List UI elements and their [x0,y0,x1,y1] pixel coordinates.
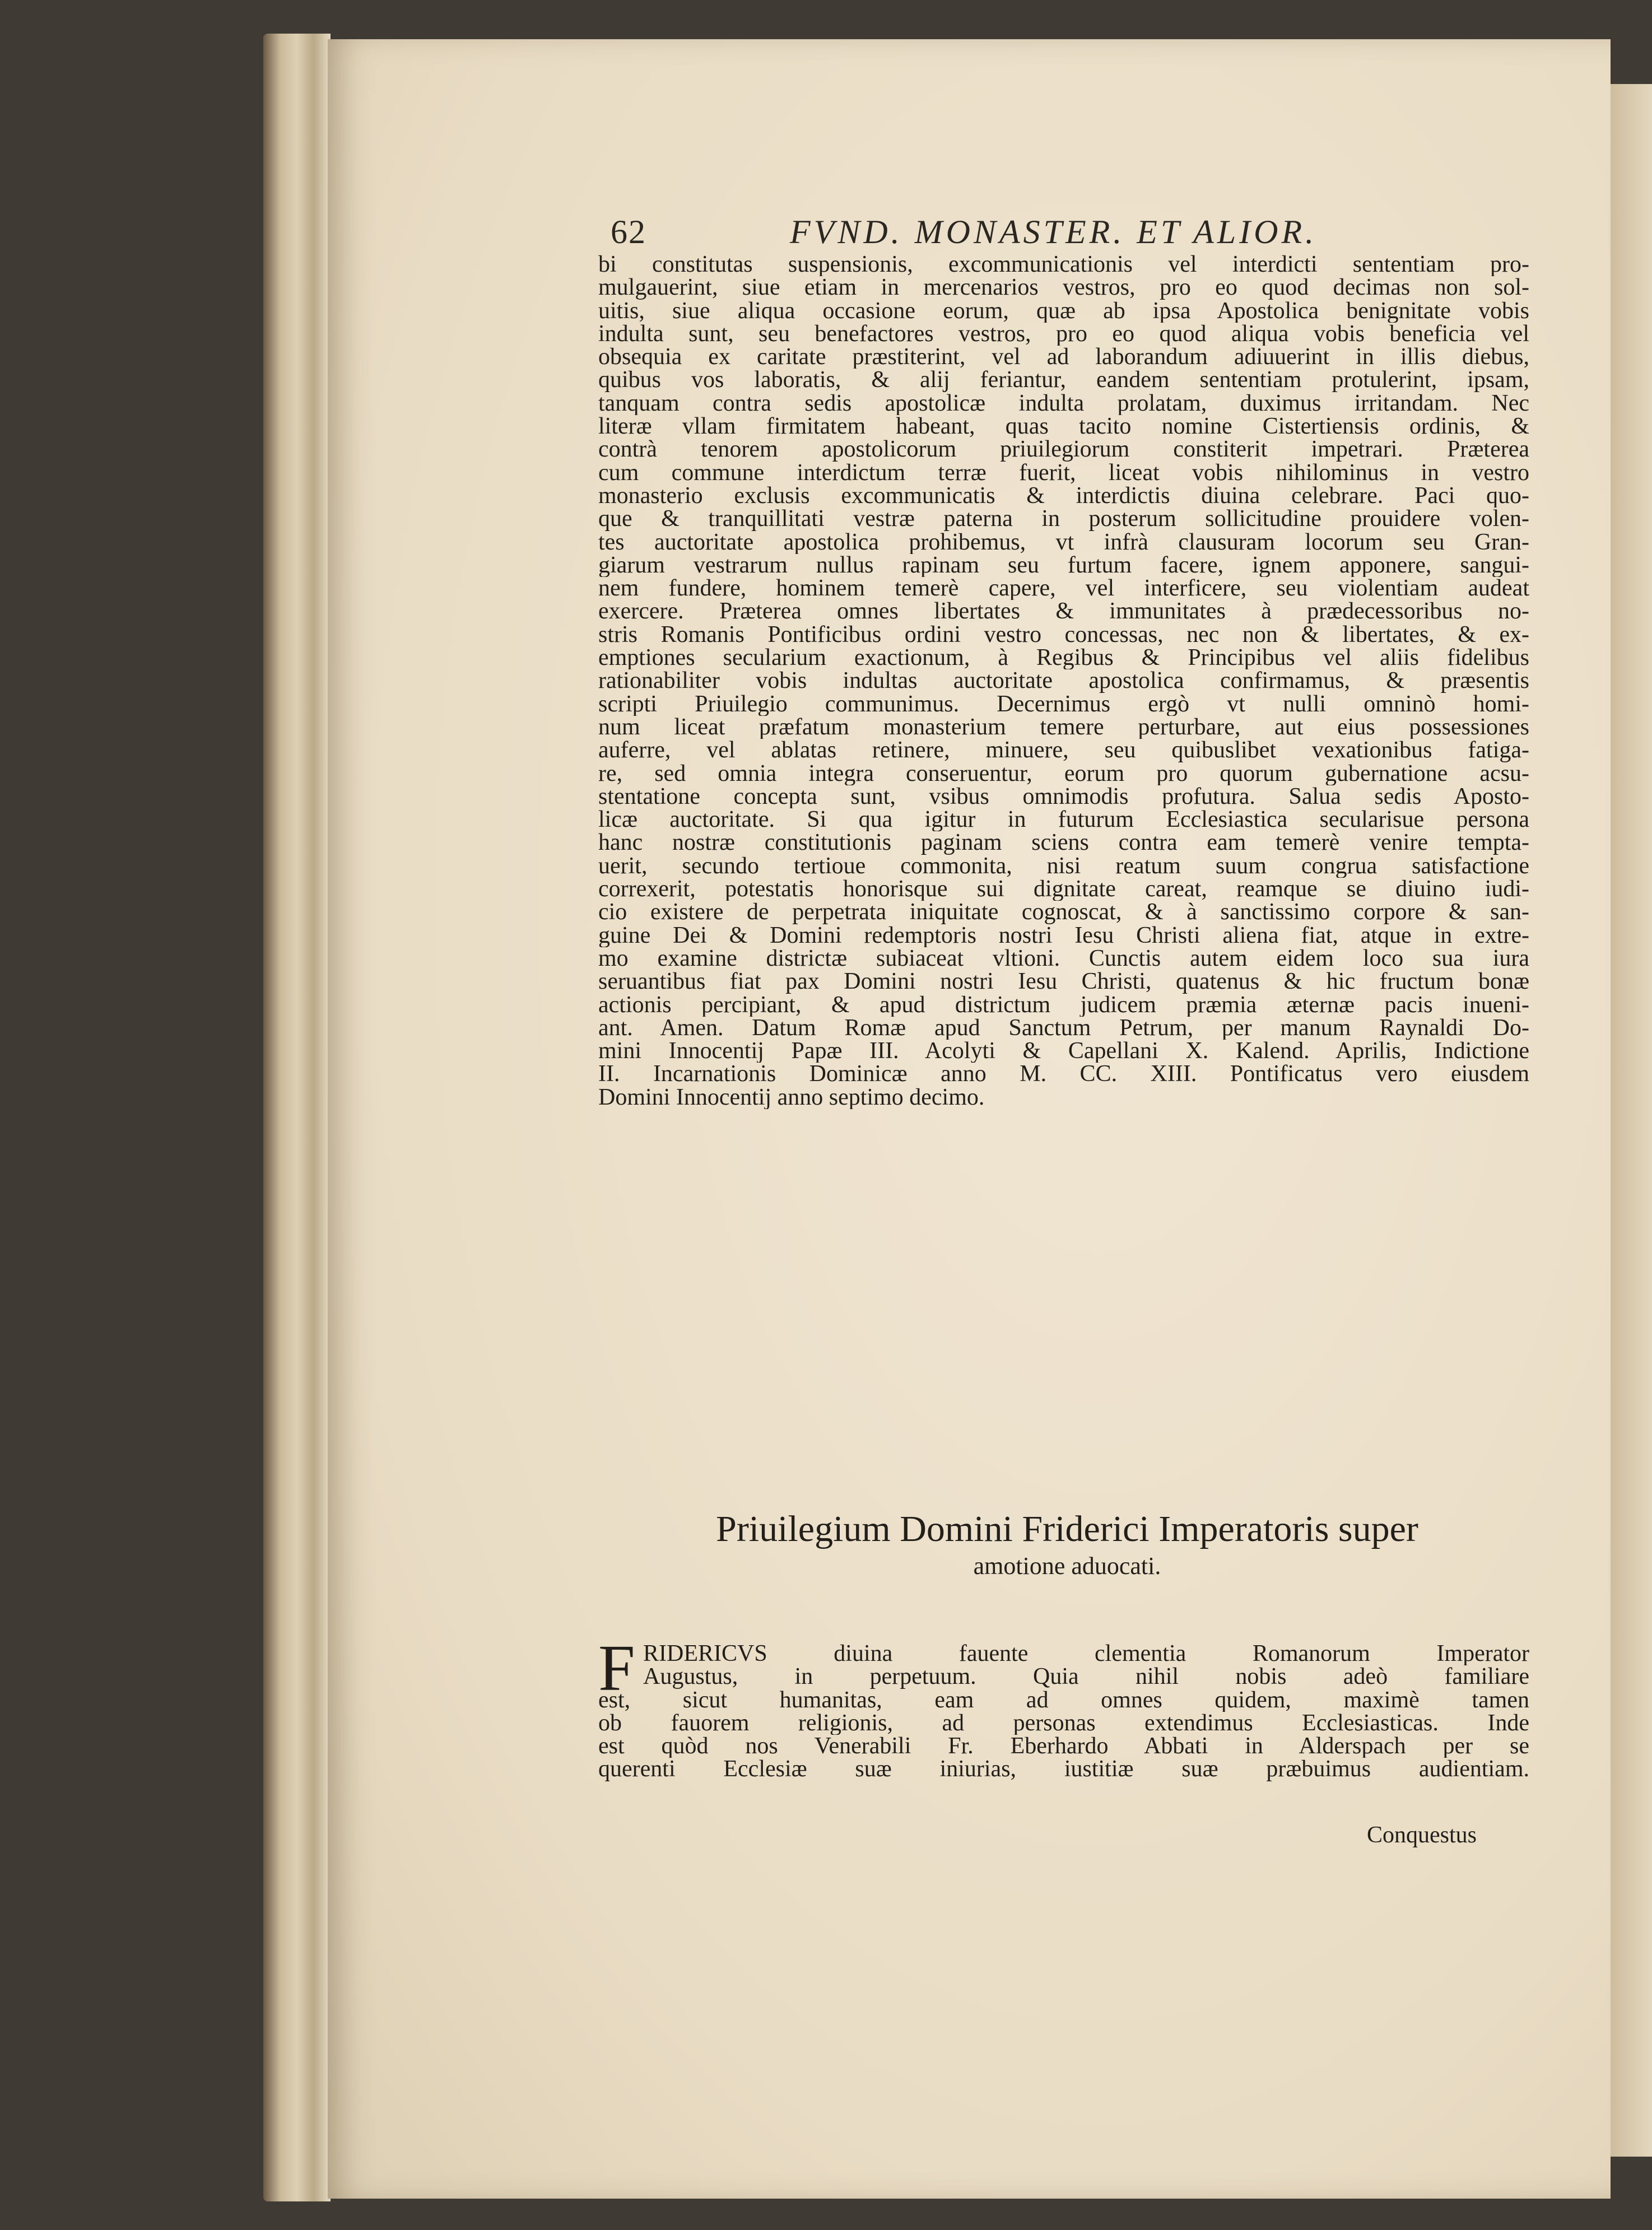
text-line: tanquam contra sedis apostolicæ indulta prolatam, duximus irritandam. Nec [598,392,1529,416]
section-text-line: RIDERICVS diuina fauente clementia Romanorum Imperator [643,1642,1529,1666]
text-line: monasterio exclusis excommunicatis & interdictis diuina celebrare. Paci quo- [598,484,1529,508]
text-line: literæ vllam firmitatem habeant, quas tacito nomine Cistertiensis ordinis, & [598,415,1529,439]
text-line: indulta sunt, seu benefactores vestros, pro eo quod aliqua vobis beneficia vel [598,322,1529,346]
page-edges-left [263,34,331,2201]
text-line: II. Incarnationis Dominicæ anno M. CC. XIII. Pontificatus vero eiusdem [598,1063,1529,1086]
text-line: licæ auctoritate. Si qua igitur in futurum Ecclesiastica secularisue persona [598,808,1529,832]
text-line: cum commune interdictum terræ fuerit, liceat vobis nihilominus in vestro [598,461,1529,485]
text-line: hanc nostræ constitutionis paginam sciens contra eam temerè venire tempta- [598,831,1529,855]
text-line: mulgauerint, siue etiam in mercenarios vestros, pro eo quod decimas non sol- [598,276,1529,300]
text-line: bi constitutas suspensionis, excommunicationis vel interdicti sententiam pro- [598,253,1529,277]
text-line: contrà tenorem apostolicorum priuilegiorum constiterit impetrari. Præterea [598,438,1529,462]
main-text-block [598,253,1529,1109]
text-line: nem fundere, hominem temerè capere, vel interficere, seu violentiam audeat [598,577,1529,600]
text-line: mo examine districtæ subiaceat vltioni. Cunctis autem eidem loco sua iura [598,947,1529,971]
section-text-line: est, sicut humanitas, eam ad omnes quidem, maximè tamen [598,1688,1529,1712]
section-text-line: Augustus, in perpetuum. Quia nihil nobis adeò familiare [643,1665,1529,1689]
text-line: uitis, siue aliqua occasione eorum, quæ ab ipsa Apostolica benignitate vobis [598,299,1529,323]
text-line: stris Romanis Pontificibus ordini vestro concessas, nec non & libertates, & ex- [598,623,1529,647]
text-line: giarum vestrarum nullus rapinam seu furtum facere, ignem apponere, sangui- [598,553,1529,578]
section-text-line: ob fauorem religionis, ad personas extendimus Ecclesiasticas. Inde [598,1711,1529,1735]
section-title-line-2: amotione aduocati. [973,1552,1161,1580]
text-line: ant. Amen. Datum Romæ apud Sanctum Petrum, per manum Raynaldi Do- [598,1016,1529,1040]
text-line: seruantibus fiat pax Domini nostri Iesu Christi, quatenus & hic fructum bonæ [598,970,1529,994]
text-line: mini Innocentij Papæ III. Acolyti & Capellani X. Kalend. Aprilis, Indictione [598,1040,1529,1063]
text-line: auferre, vel ablatas retinere, minuere, seu quibuslibet vexationibus fatiga- [598,739,1529,762]
text-line: re, sed omnia integra conseruentur, eorum pro quorum gubernatione acsu- [598,762,1529,785]
text-line: exercere. Præterea omnes libertates & immunitates à prædecessoribus no- [598,600,1529,623]
text-line: actionis percipiant, & apud districtum judicem præmia æternæ pacis inueni- [598,993,1529,1017]
page-header [594,207,1434,252]
text-line: rationabiliter vobis indultas auctoritate apostolica confirmamus, & præsentis [598,669,1529,693]
text-line: Domini Innocentij anno septimo decimo. [598,1086,985,1109]
text-line: quibus vos laboratis, & alij feriantur, eandem sententiam protulerint, ipsam, [598,369,1529,392]
text-line: cio existere de perpetrata iniquitate cognoscat, & à sanctissimo corpore & san- [598,901,1529,924]
facing-page-edge [1611,84,1652,2157]
text-line: correxerit, potestatis honorisque sui dignitate careat, reamque se diuino iudi- [598,878,1529,901]
text-line: num liceat præfatum monasterium temere perturbare, aut eius possessiones [598,715,1529,739]
drop-capital: F [598,1631,635,1705]
text-line: obsequia ex caritate præstiterint, vel ad laborandum adiuuerint in illis diebus, [598,346,1529,369]
section-text-block [598,1631,1529,1781]
text-line: guine Dei & Domini redemptoris nostri Iesu Christi aliena fiat, atque in extre- [598,924,1529,947]
catchword: Conquestus [1367,1822,1477,1848]
text-line: scripti Priuilegio communimus. Decernimus ergò vt nulli omninò homi- [598,692,1529,716]
text-line: emptiones secularium exactionum, à Regibus & Principibus vel aliis fidelibus [598,646,1529,670]
page-number: 62 [611,213,646,250]
running-title: FVND. MONASTER. ET ALIOR. [790,213,1318,250]
section-title [594,1507,1541,1581]
text-line: que & tranquillitati vestræ paterna in posterum sollicitudine prouidere volen- [598,508,1529,531]
text-line: stentatione concepta sunt, vsibus omnimodis profutura. Salua sedis Aposto- [598,785,1529,809]
section-text-line: est quòd nos Venerabili Fr. Eberhardo Abbati in Alderspach per se [598,1735,1529,1758]
text-line: uerit, secundo tertioue commonita, nisi reatum suum congrua satisfactione [598,854,1529,878]
section-text-line: querenti Ecclesiæ suæ iniurias, iustitiæ suæ præbuimus audientiam. [598,1758,1529,1781]
text-line: tes auctoritate apostolica prohibemus, vt infrà clausuram locorum seu Gran- [598,530,1529,554]
section-title-line-1: Priuilegium Domini Friderici Imperatoris super [716,1509,1418,1549]
